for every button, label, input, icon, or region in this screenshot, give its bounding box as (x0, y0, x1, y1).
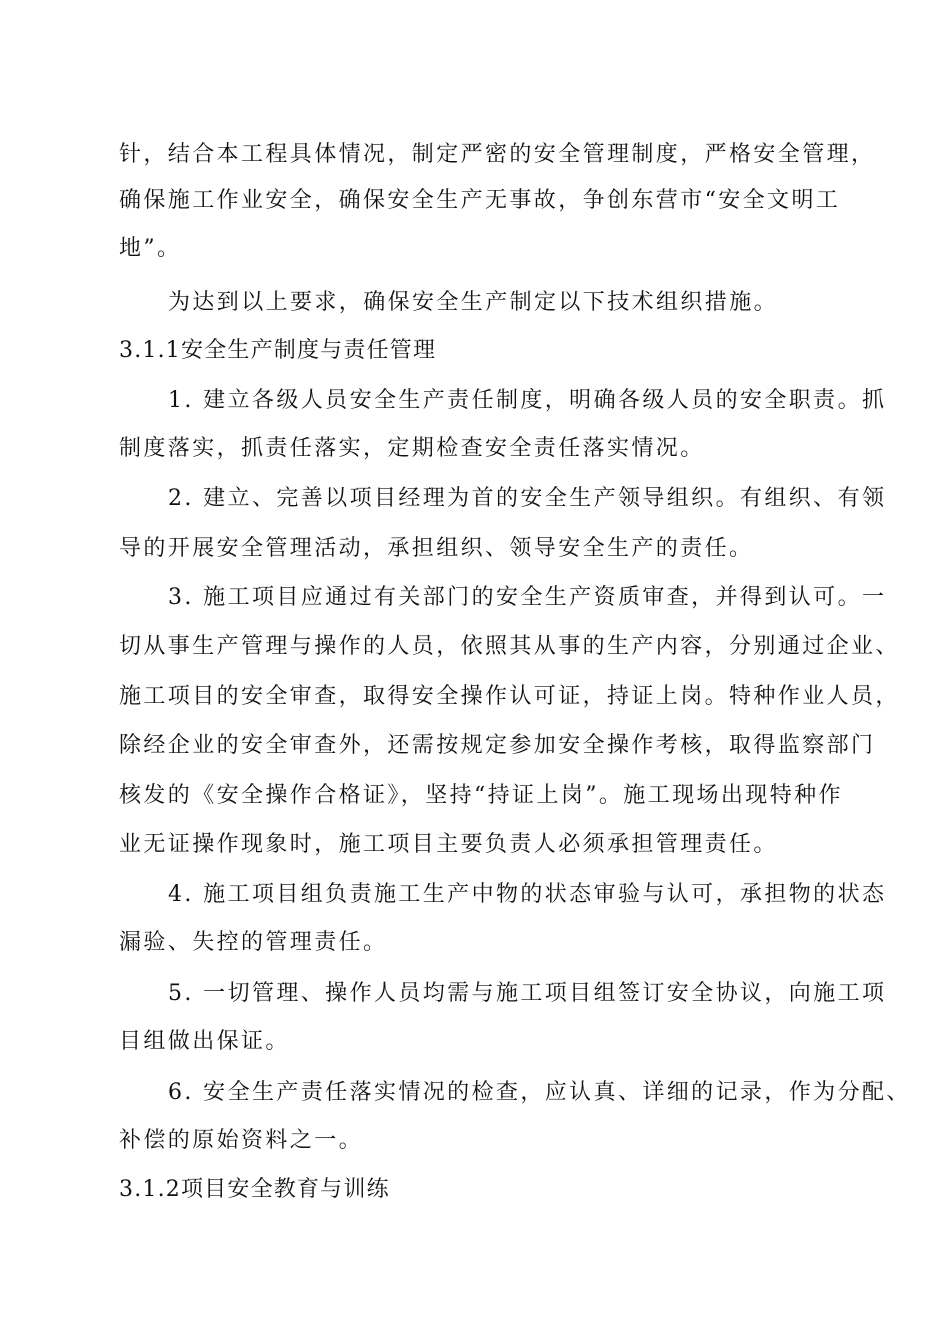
list-item-3-line: 除经企业的安全审查外，还需按规定参加安全操作考核，取得监察部门 (119, 733, 876, 758)
list-item-6-line: 6. 安全生产责任落实情况的检查，应认真、详细的记录，作为分配、 (168, 1080, 911, 1105)
paragraph-line: 为达到以上要求，确保安全生产制定以下技术组织措施。 (168, 290, 779, 315)
list-item-2-line: 2. 建立、完善以项目经理为首的安全生产领导组织。有组织、有领 (168, 486, 887, 511)
list-item-3-line: 施工项目的安全审查，取得安全操作认可证，持证上岗。特种作业人员， (119, 684, 900, 709)
list-item-6-line: 补偿的原始资料之一。 (119, 1128, 364, 1153)
list-item-3-line: 3. 施工项目应通过有关部门的安全生产资质审查，并得到认可。一 (168, 585, 887, 610)
list-item-3-line: 切从事生产管理与操作的人员，依照其从事的生产内容，分别通过企业、 (119, 634, 900, 659)
list-item-4-line: 漏验、失控的管理责任。 (119, 930, 388, 955)
list-item-2-line: 导的开展安全管理活动，承担组织、领导安全生产的责任。 (119, 536, 754, 561)
list-item-1-line: 制度落实，抓责任落实，定期检查安全责任落实情况。 (119, 436, 705, 461)
paragraph-line: 针，结合本工程具体情况，制定严密的安全管理制度，严格安全管理， (119, 142, 876, 167)
list-item-5-line: 目组做出保证。 (119, 1029, 290, 1054)
list-item-4-line: 4. 施工项目组负责施工生产中物的状态审验与认可，承担物的状态 (168, 882, 887, 907)
paragraph-line: 确保施工作业安全，确保安全生产无事故，争创东营市“安全文明工 (119, 188, 841, 213)
section-heading: 3.1.2项目安全教育与训练 (119, 1177, 390, 1202)
list-item-5-line: 5. 一切管理、操作人员均需与施工项目组签订安全协议，向施工项 (168, 981, 887, 1006)
section-heading: 3.1.1安全生产制度与责任管理 (119, 338, 437, 363)
list-item-3-line: 业无证操作现象时，施工项目主要负责人必须承担管理责任。 (119, 832, 778, 857)
paragraph-line: 地”。 (119, 236, 182, 261)
list-item-3-line: 核发的《安全操作合格证》，坚持“持证上岗”。施工现场出现特种作 (119, 783, 843, 808)
list-item-1-line: 1. 建立各级人员安全生产责任制度，明确各级人员的安全职责。抓 (168, 388, 887, 413)
